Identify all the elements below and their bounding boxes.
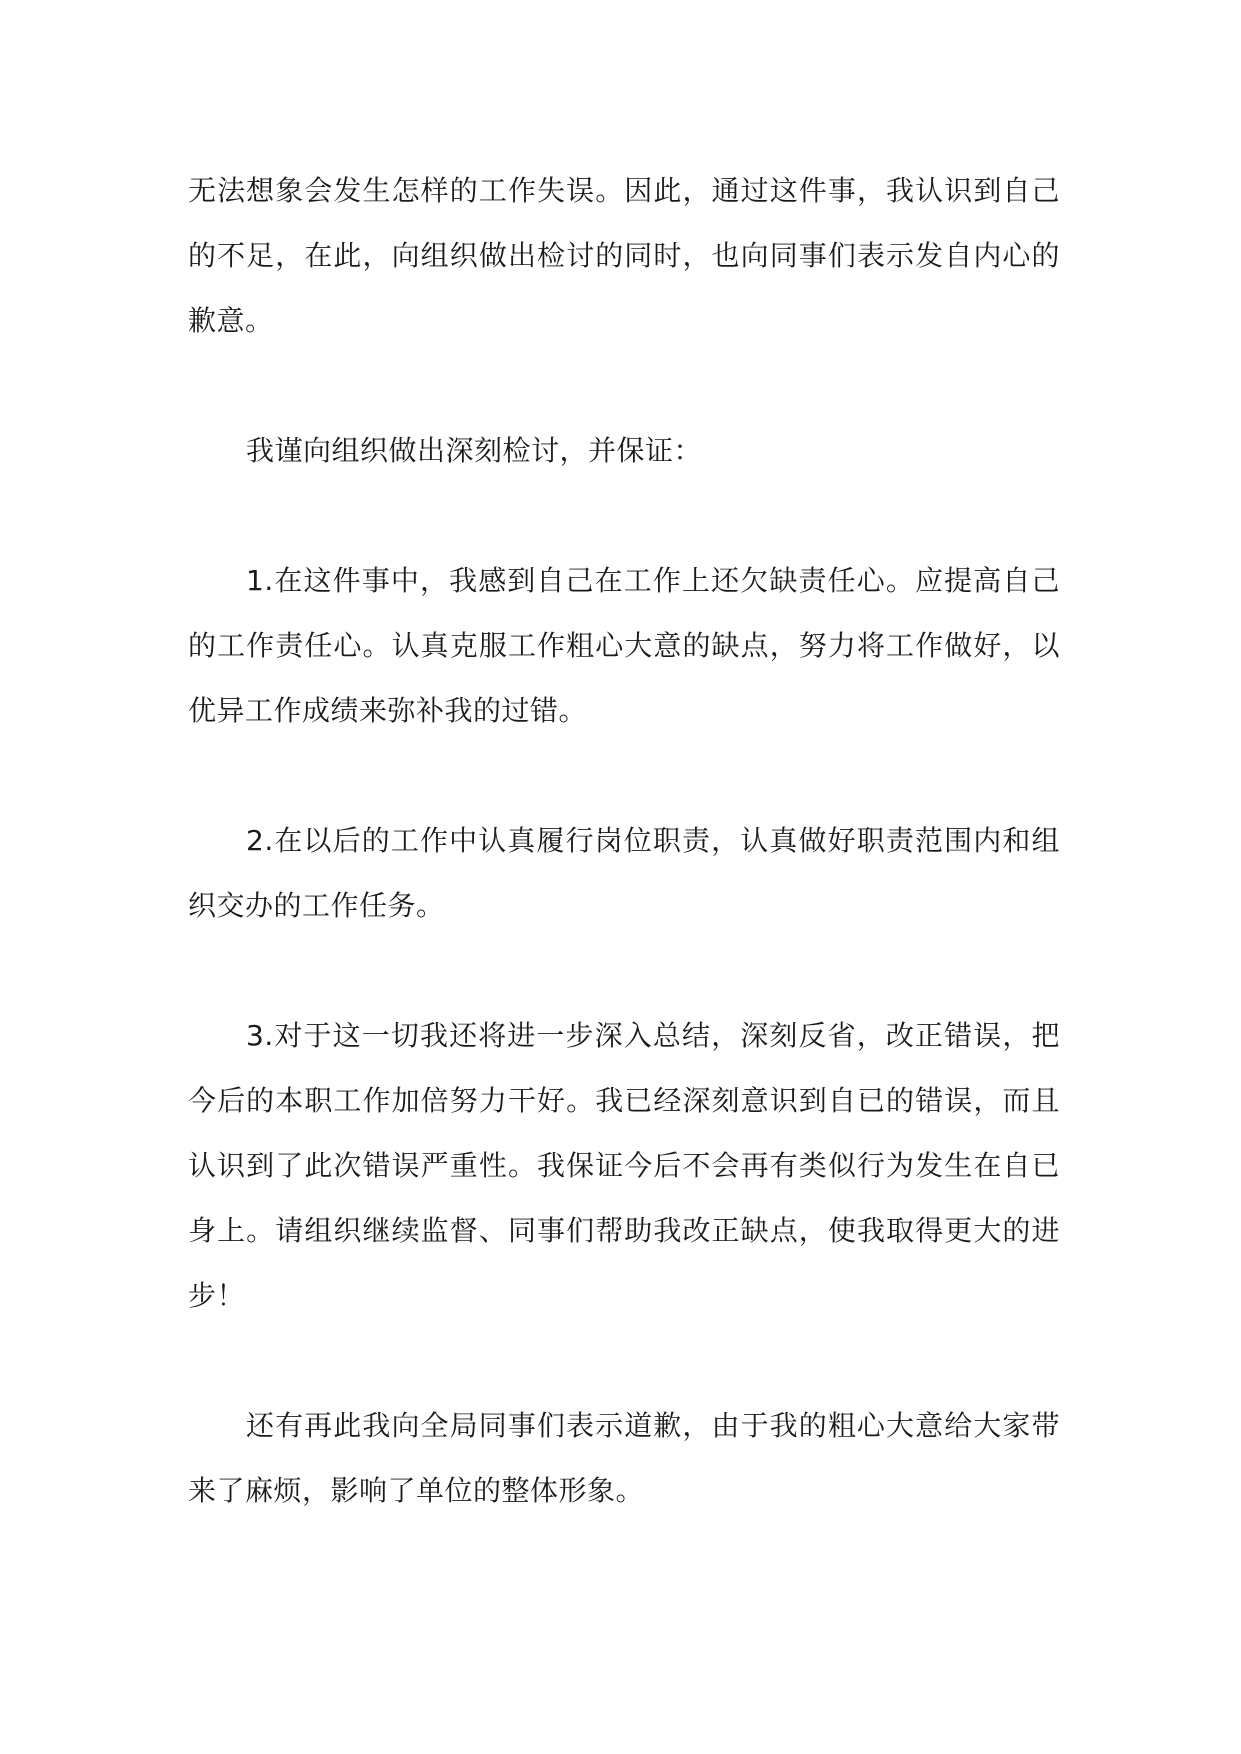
document-body [188, 158, 1060, 1523]
paragraph-item-2: 2.在以后的工作中认真履行岗位职责，认真做好职责范围内和组织交办的工作任务。 [188, 824, 1060, 922]
paragraph-gap [188, 483, 1060, 548]
paragraph-gap [188, 1328, 1060, 1393]
paragraph-gap [188, 353, 1060, 418]
paragraph-item-1: 1.在这件事中，我感到自己在工作上还欠缺责任心。应提高自己的工作责任心。认真克服工作粗心大意的缺点，努力将工作做好，以优异工作成绩来弥补我的过错。 [188, 564, 1060, 727]
paragraph-continuation: 无法想象会发生怎样的工作失误。因此，通过这件事，我认识到自己的不足，在此，向组织做出检讨的同时，也向同事们表示发自内心的歉意。 [188, 174, 1060, 337]
paragraph-gap [188, 743, 1060, 808]
paragraph-item-3: 3.对于这一切我还将进一步深入总结，深刻反省，改正错误，把今后的本职工作加倍努力干好。我已经深刻意识到自已的错误，而且认识到了此次错误严重性。我保证今后不会再有类似行为发生在自已身上。请组织继续监督、同事们帮助我改正缺点，使我取得更大的进步！ [188, 1019, 1060, 1312]
paragraph-pledge-intro: 我谨向组织做出深刻检讨，并保证： [246, 434, 703, 467]
paragraph-gap [188, 938, 1060, 1003]
paragraph-apology: 还有再此我向全局同事们表示道歉，由于我的粗心大意给大家带来了麻烦，影响了单位的整体形象。 [188, 1409, 1060, 1507]
